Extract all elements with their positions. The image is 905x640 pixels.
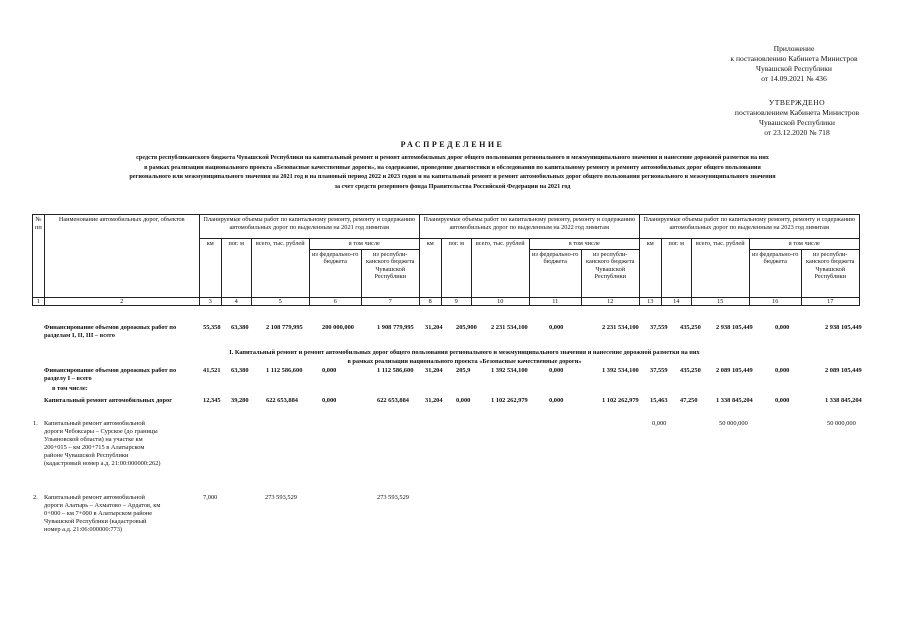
incl-header: в том числе bbox=[749, 239, 859, 250]
value-cell: 622 653,884 bbox=[266, 397, 298, 404]
value-cell: 1 102 262,979 bbox=[602, 397, 639, 404]
item2-line: 0+000 – км 7+000 в Алатырском районе bbox=[44, 510, 153, 517]
value-cell: 435,250 bbox=[680, 367, 701, 374]
value-cell: 2 089 105,449 bbox=[716, 367, 753, 374]
item1-total-2023: 50 000,000 bbox=[719, 420, 748, 427]
value-cell: 0,000 bbox=[775, 324, 790, 331]
column-number: 17 bbox=[801, 297, 859, 306]
total-header: всего, тыс. рублей bbox=[691, 239, 749, 298]
value-cell: 2 938 105,449 bbox=[716, 324, 753, 331]
value-cell: 1 112 586,600 bbox=[266, 367, 303, 374]
incl-header: в том числе bbox=[529, 239, 639, 250]
value-cell: 55,358 bbox=[203, 324, 221, 331]
total-header: всего, тыс. рублей bbox=[251, 239, 309, 298]
item1-line: Капитальный ремонт автомобильной bbox=[44, 420, 145, 427]
item2-line: Чувашской Республики (кадастровый bbox=[44, 518, 147, 525]
column-number: 12 bbox=[581, 297, 639, 306]
value-cell: 63,380 bbox=[231, 367, 249, 374]
financing-section1-label: Финансирование объемов дорожных работ по разделу I – всего bbox=[44, 367, 177, 382]
pogm-header: пог. м bbox=[441, 239, 471, 298]
col-name-header: Наименование автомобильных дорог, объектов bbox=[44, 215, 199, 298]
value-cell: 2 089 105,449 bbox=[825, 367, 862, 374]
value-cell: 2 231 534,100 bbox=[491, 324, 528, 331]
federal-header: из федерально-го бюджета bbox=[529, 249, 581, 297]
federal-header: из федерально-го бюджета bbox=[749, 249, 801, 297]
value-cell: 37,559 bbox=[650, 367, 668, 374]
value-cell: 1 102 262,979 bbox=[491, 397, 528, 404]
item2-km-2021: 7,000 bbox=[203, 494, 218, 501]
item1-line: Ульяновской области) на участке км bbox=[44, 436, 143, 443]
value-cell: 435,250 bbox=[680, 324, 701, 331]
km-header: км bbox=[199, 239, 221, 298]
financing-section1-sub: в том числе: bbox=[52, 385, 88, 392]
value-cell: 1 338 845,204 bbox=[716, 397, 753, 404]
subtitle-line: регионального или межмуниципального значения на 2021 год и на плановый период 2022 и 2023 годов и на капитальный ремонт и ремонт автомобильных дорог общего пользования регионального и межмуниципального значения bbox=[129, 173, 776, 180]
value-cell: 0,000 bbox=[322, 397, 337, 404]
value-cell: 63,380 bbox=[231, 324, 249, 331]
subtitle-line: за счет средств резервного фонда Правительства Российской Федерации на 2021 год bbox=[334, 182, 571, 190]
cap-repair-label: Капитальный ремонт автомобильных дорог bbox=[44, 397, 173, 404]
column-number: 8 bbox=[419, 297, 441, 306]
column-number: 14 bbox=[661, 297, 691, 306]
item1-line: районе Чувашской Республики bbox=[44, 452, 129, 459]
approval-note bbox=[712, 98, 882, 138]
value-cell: 2 108 779,995 bbox=[266, 324, 303, 331]
km-header: км bbox=[419, 239, 441, 298]
column-number: 5 bbox=[251, 297, 309, 306]
total-header: всего, тыс. рублей bbox=[471, 239, 529, 298]
appendix-line: к постановлению Кабинета Министров bbox=[730, 54, 858, 63]
subtitle-line: средств республиканского бюджета Чувашской Республики на капитальный ремонт и ремонт автомобильных дорог общего пользования регионального и межмуниципального значения и нанесение дорожной разметки на них bbox=[136, 154, 769, 161]
appendix-note bbox=[704, 44, 884, 84]
item2-line: дороги Алатырь – Ахматово – Ардатов, км bbox=[44, 502, 161, 509]
column-number: 3 bbox=[199, 297, 221, 306]
column-number: 16 bbox=[749, 297, 801, 306]
value-cell: 12,345 bbox=[203, 397, 221, 404]
value-cell: 0,000 bbox=[549, 397, 564, 404]
item2-total-2021: 273 593,529 bbox=[265, 494, 297, 501]
column-number: 1 bbox=[33, 297, 45, 306]
item2-rep-2021: 273 593,529 bbox=[377, 494, 409, 501]
col-no-header: № пп bbox=[33, 215, 45, 298]
appendix-line: Приложение bbox=[773, 44, 815, 53]
item1-rep-2023: 50 000,000 bbox=[827, 420, 856, 427]
value-cell: 205,900 bbox=[456, 324, 477, 331]
column-number: 10 bbox=[471, 297, 529, 306]
financing-total-label: Финансирование объемов дорожных работ по разделам I, II, III – всего bbox=[44, 324, 177, 339]
value-cell: 31,204 bbox=[425, 397, 443, 404]
pogm-header: пог. м bbox=[661, 239, 691, 298]
item1-line: дороги Чебоксары – Сурское (до границы bbox=[44, 428, 158, 435]
plan-2023-header: Планируемые объемы работ по капитальному ремонту, ремонту и содержанию автомобильных дорог по выделенным на 2023 год лимитам bbox=[639, 215, 859, 239]
value-cell: 200 000,000 bbox=[322, 324, 354, 331]
value-cell: 0,000 bbox=[775, 397, 790, 404]
incl-header: в том числе bbox=[309, 239, 419, 250]
section-title-line: I. Капитальный ремонт и ремонт автомобильных дорог общего пользования регионального и межмуниципального значения и нанесение дорожной разметки на них bbox=[229, 349, 700, 356]
column-number: 13 bbox=[639, 297, 661, 306]
value-cell: 47,250 bbox=[680, 397, 698, 404]
value-cell: 41,521 bbox=[203, 367, 221, 374]
value-cell: 0,000 bbox=[775, 367, 790, 374]
km-header: км bbox=[639, 239, 661, 298]
value-cell: 0,000 bbox=[322, 367, 337, 374]
appendix-line: Чувашской Республики bbox=[756, 64, 832, 73]
column-number: 15 bbox=[691, 297, 749, 306]
column-number: 2 bbox=[44, 297, 199, 306]
section-title-line: в рамках реализации национального проекта «Безопасные качественные дороги» bbox=[347, 358, 582, 365]
approval-line: от 23.12.2020 № 718 bbox=[764, 128, 830, 137]
federal-header: из федерально-го бюджета bbox=[309, 249, 361, 297]
item1-line: 200+015 – км 200+715 в Алатырском bbox=[44, 444, 145, 451]
value-cell: 39,280 bbox=[231, 397, 249, 404]
value-cell: 0,000 bbox=[549, 324, 564, 331]
value-cell: 37,559 bbox=[650, 324, 668, 331]
item2-line: Капитальный ремонт автомобильной bbox=[44, 494, 145, 501]
item1-km-2023: 0,000 bbox=[652, 420, 667, 427]
value-cell: 622 653,884 bbox=[377, 397, 409, 404]
item1-line: (кадастровый номер а.д. 21:00:000000:262) bbox=[44, 460, 161, 467]
item1-number: 1. bbox=[33, 420, 38, 427]
item2-description bbox=[44, 494, 206, 534]
plan-2021-header: Планируемые объемы работ по капитальному ремонту, ремонту и содержанию автомобильных дорог по выделенным на 2021 год лимитам bbox=[199, 215, 419, 239]
column-number: 7 bbox=[361, 297, 419, 306]
value-cell: 31,204 bbox=[425, 324, 443, 331]
document-title: РАСПРЕДЕЛЕНИЕ bbox=[400, 140, 505, 149]
section-1-title bbox=[32, 348, 897, 366]
value-cell: 1 112 586,600 bbox=[377, 367, 414, 374]
value-cell: 1 338 845,204 bbox=[825, 397, 862, 404]
approval-line: Чувашской Республики bbox=[759, 118, 835, 127]
appendix-line: от 14.09.2021 № 436 bbox=[761, 74, 827, 83]
approval-line: постановлением Кабинета Министров bbox=[734, 108, 860, 117]
republic-header: из республи-канского бюджета Чувашской Республики bbox=[581, 249, 639, 297]
subtitle-line: в рамках реализации национального проекта «Безопасные качественные дороги», на содержание, проведение диагностики и обследования по капитальному ремонту и ремонту автомобильных дорог общего пользования bbox=[144, 163, 761, 171]
value-cell: 1 392 534,100 bbox=[491, 367, 528, 374]
plan-2022-header: Планируемые объемы работ по капитальному ремонту, ремонту и содержанию автомобильных дорог по выделенным на 2022 год лимитам bbox=[419, 215, 639, 239]
pogm-header: пог. м bbox=[221, 239, 251, 298]
column-number: 4 bbox=[221, 297, 251, 306]
value-cell: 1 392 534,100 bbox=[602, 367, 639, 374]
value-cell: 0,000 bbox=[549, 367, 564, 374]
value-cell: 1 908 779,995 bbox=[377, 324, 414, 331]
value-cell: 0,000 bbox=[456, 397, 471, 404]
document-subtitle bbox=[20, 153, 885, 191]
column-number: 6 bbox=[309, 297, 361, 306]
value-cell: 2 231 534,100 bbox=[602, 324, 639, 331]
item1-description bbox=[44, 420, 206, 468]
distribution-table-header bbox=[32, 214, 860, 306]
republic-header: из республи-канского бюджета Чувашской Республики bbox=[801, 249, 859, 297]
republic-header: из республи-канского бюджета Чувашской Республики bbox=[361, 249, 419, 297]
column-number: 9 bbox=[441, 297, 471, 306]
value-cell: 31,204 bbox=[425, 367, 443, 374]
value-cell: 15,463 bbox=[650, 397, 668, 404]
value-cell: 2 938 105,449 bbox=[825, 324, 862, 331]
column-number: 11 bbox=[529, 297, 581, 306]
approval-head: УТВЕРЖДЕНО bbox=[768, 98, 826, 107]
item2-number: 2. bbox=[33, 494, 38, 501]
item2-line: номер а.д. 21:06:000000:773) bbox=[44, 526, 123, 533]
value-cell: 205,9 bbox=[456, 367, 471, 374]
